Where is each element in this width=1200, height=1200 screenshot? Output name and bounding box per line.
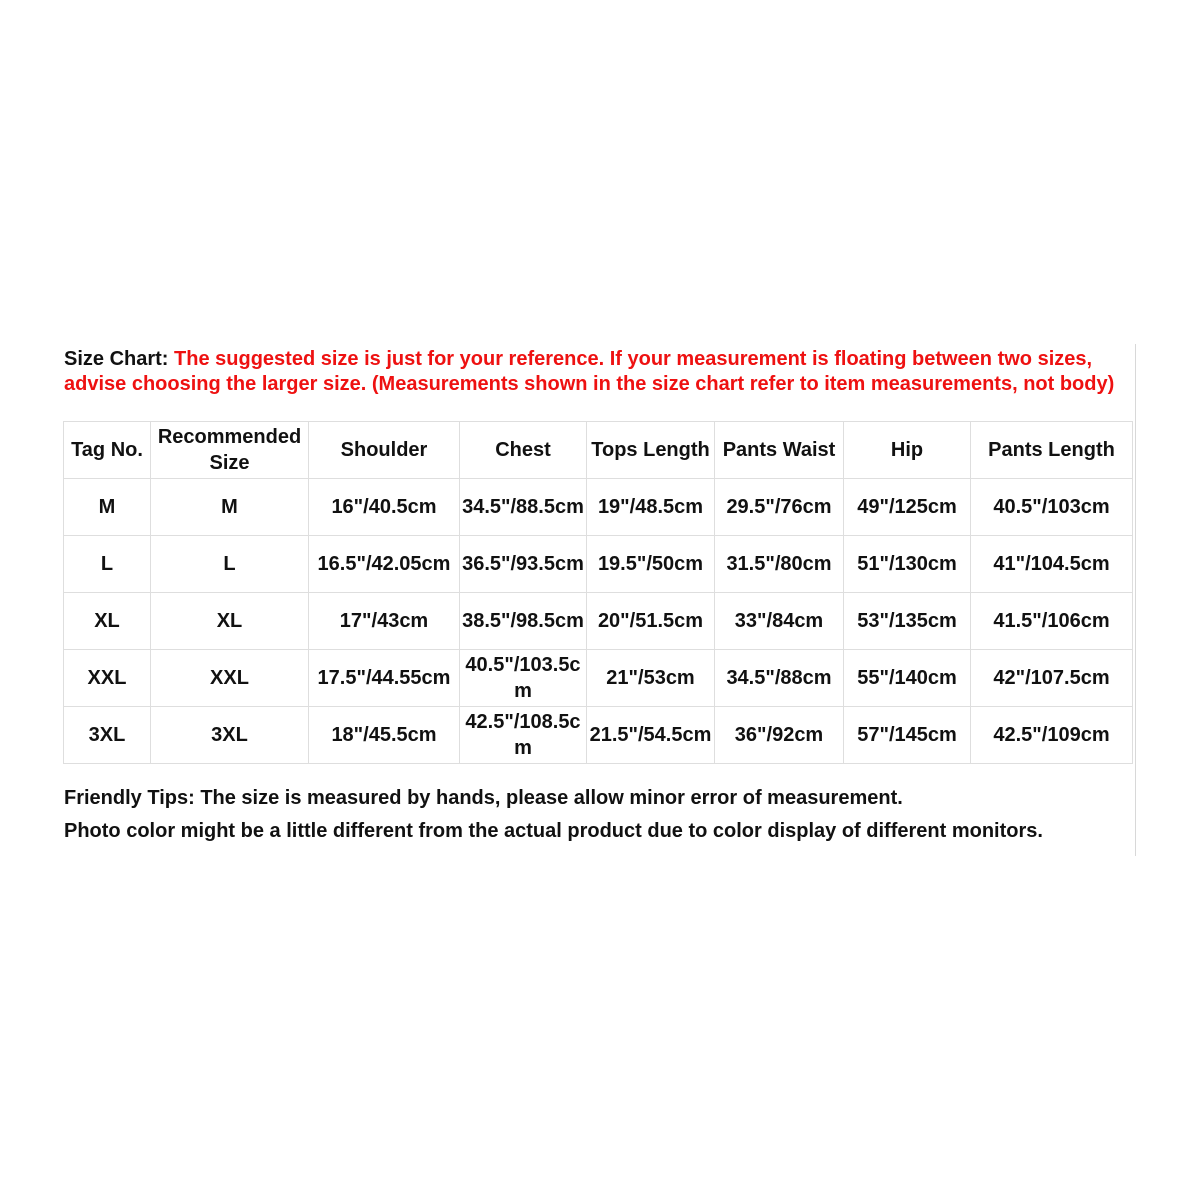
header-shoulder: Shoulder (309, 422, 460, 479)
header-chest: Chest (460, 422, 587, 479)
cell-pants-waist: 33"/84cm (715, 593, 844, 650)
cell-tops-length: 19"/48.5cm (587, 479, 715, 536)
cell-tag-no: XXL (64, 650, 151, 707)
cell-chest: 36.5"/93.5cm (460, 536, 587, 593)
cell-recommended-size: 3XL (151, 707, 309, 764)
cell-recommended-size: XL (151, 593, 309, 650)
cell-tag-no: 3XL (64, 707, 151, 764)
cell-tag-no: L (64, 536, 151, 593)
table-row (64, 593, 1133, 650)
cell-tag-no: XL (64, 593, 151, 650)
cell-tops-length: 21.5"/54.5cm (587, 707, 715, 764)
table-row (64, 650, 1133, 707)
table-row (64, 707, 1133, 764)
header-pants-length: Pants Length (971, 422, 1133, 479)
friendly-tips (64, 782, 1134, 848)
cell-pants-waist: 29.5"/76cm (715, 479, 844, 536)
cell-chest: 34.5"/88.5cm (460, 479, 587, 536)
table-row (64, 536, 1133, 593)
cell-shoulder: 16.5"/42.05cm (309, 536, 460, 593)
header-recommended-size: Recommended Size (151, 422, 309, 479)
cell-tops-length: 21"/53cm (587, 650, 715, 707)
table-row (64, 479, 1133, 536)
cell-pants-length: 41"/104.5cm (971, 536, 1133, 593)
size-chart-note: The suggested size is just for your reference. If your measurement is floating between two sizes, advise choosing the larger size. (Measurements shown in the size chart refer to item measurements, not body) (64, 348, 1115, 395)
cell-tag-no: M (64, 479, 151, 536)
cell-hip: 55"/140cm (844, 650, 971, 707)
cell-chest: 38.5"/98.5cm (460, 593, 587, 650)
cell-tops-length: 20"/51.5cm (587, 593, 715, 650)
cell-shoulder: 16"/40.5cm (309, 479, 460, 536)
header-tops-length: Tops Length (587, 422, 715, 479)
tips-line-measurement: Friendly Tips: The size is measured by hands, please allow minor error of measurement. (64, 787, 903, 809)
cell-pants-length: 42"/107.5cm (971, 650, 1133, 707)
cell-shoulder: 17"/43cm (309, 593, 460, 650)
size-table (63, 421, 1133, 764)
header-hip: Hip (844, 422, 971, 479)
cell-hip: 49"/125cm (844, 479, 971, 536)
header-pants-waist: Pants Waist (715, 422, 844, 479)
cell-pants-length: 40.5"/103cm (971, 479, 1133, 536)
header-tag-no: Tag No. (64, 422, 151, 479)
cell-chest: 42.5"/108.5cm (460, 707, 587, 764)
cell-pants-waist: 34.5"/88cm (715, 650, 844, 707)
cell-shoulder: 17.5"/44.55cm (309, 650, 460, 707)
cell-shoulder: 18"/45.5cm (309, 707, 460, 764)
cell-pants-waist: 31.5"/80cm (715, 536, 844, 593)
cell-pants-waist: 36"/92cm (715, 707, 844, 764)
right-divider (1135, 344, 1136, 856)
cell-tops-length: 19.5"/50cm (587, 536, 715, 593)
cell-recommended-size: L (151, 536, 309, 593)
cell-chest: 40.5"/103.5cm (460, 650, 587, 707)
cell-recommended-size: M (151, 479, 309, 536)
table-header-row (64, 422, 1133, 479)
cell-hip: 53"/135cm (844, 593, 971, 650)
cell-hip: 57"/145cm (844, 707, 971, 764)
cell-hip: 51"/130cm (844, 536, 971, 593)
cell-pants-length: 41.5"/106cm (971, 593, 1133, 650)
tips-line-color: Photo color might be a little different from the actual product due to color display of different monitors. (64, 820, 1043, 842)
cell-recommended-size: XXL (151, 650, 309, 707)
cell-pants-length: 42.5"/109cm (971, 707, 1133, 764)
size-chart-label: Size Chart: (64, 348, 169, 370)
size-chart-heading (64, 347, 1128, 396)
